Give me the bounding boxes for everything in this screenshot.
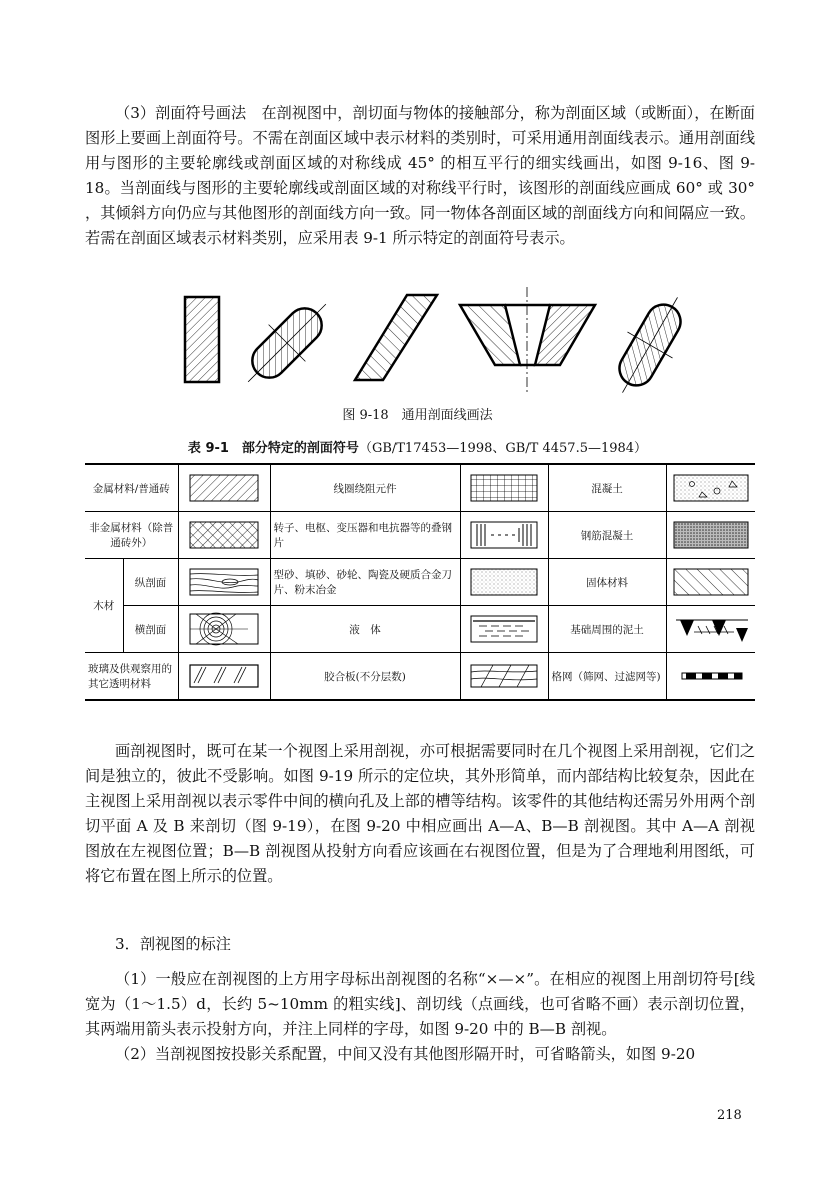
cell-symbol <box>178 464 270 512</box>
concrete-symbol <box>672 473 750 503</box>
cell-material: 线圈绕阻元件 <box>270 464 460 512</box>
table-caption <box>0 437 835 456</box>
nonmetal-crosshatch-symbol <box>188 520 260 550</box>
figure-9-18 <box>175 285 695 395</box>
cell-material: 横剖面 <box>123 606 178 653</box>
fig-rect <box>185 297 219 382</box>
cell-material: 玻璃及供观察用的其它透明材料 <box>85 653 178 701</box>
section-heading: 3．剖视图的标注 <box>115 935 231 953</box>
cell-material: 钢筋混凝土 <box>548 512 666 559</box>
table-caption-label: 表 9-1 部分特定的剖面符号 <box>187 441 359 456</box>
wood-longitudinal-symbol <box>188 567 260 597</box>
table-row <box>85 512 755 559</box>
solid-material-symbol <box>672 567 750 597</box>
figure-caption: 图 9-18 通用剖面线画法 <box>342 408 493 423</box>
cell-symbol <box>666 559 755 606</box>
table-caption-standards: （GB/T17453—1998、GB/T 4457.5—1984） <box>358 441 648 456</box>
cell-symbol <box>460 464 548 512</box>
paragraph-annotation-2: （2）当剖视图按投影关系配置，中间又没有其他图形隔开时，可省略箭头，如图 9-20 <box>115 1045 696 1063</box>
mesh-symbol <box>672 661 750 691</box>
table-row <box>85 464 755 512</box>
cell-symbol <box>460 559 548 606</box>
fig-rounded-slot-2 <box>600 285 695 395</box>
glass-symbol <box>188 661 260 691</box>
plywood-symbol <box>469 661 539 691</box>
cell-symbol <box>178 606 270 653</box>
cell-symbol <box>178 512 270 559</box>
fig-rounded-slot <box>230 286 345 395</box>
cell-symbol <box>178 559 270 606</box>
fig-parallelogram <box>355 295 437 380</box>
table-row <box>85 606 755 653</box>
laminated-steel-symbol <box>469 520 539 550</box>
section-symbol-table <box>85 463 755 701</box>
soil-symbol <box>672 612 750 646</box>
cell-material: 液 体 <box>270 606 460 653</box>
cell-material: 金属材料/普通砖 <box>85 464 178 512</box>
liquid-symbol <box>469 614 539 644</box>
cell-material: 型砂、填砂、砂轮、陶瓷及硬质合金刀片、粉末冶金 <box>270 559 460 606</box>
cell-symbol <box>666 464 755 512</box>
cell-symbol <box>666 512 755 559</box>
metal-hatch-symbol <box>188 473 260 503</box>
cell-material: 转子、电枢、变压器和电抗器等的叠钢片 <box>270 512 460 559</box>
cell-symbol <box>460 512 548 559</box>
cell-material: 胶合板(不分层数) <box>270 653 460 701</box>
paragraph-annotation-1: （1）一般应在剖视图的上方用字母标出剖视图的名称“×—×”。在相应的视图上用剖切符号[线宽为（1～1.5）d，长约 5~10mm 的粗实线]、剖切线（点画线，也可省略不画）表示剖切位置，其两端用箭头表示投射方向，并注上同样的字母，如图 9-20 中的 B—B 剖视。 <box>85 970 755 1038</box>
cell-symbol <box>666 606 755 653</box>
wood-transverse-symbol <box>188 612 260 646</box>
cell-symbol <box>460 653 548 701</box>
cell-material: 纵剖面 <box>123 559 178 606</box>
coil-grid-symbol <box>469 473 539 503</box>
page-number: 218 <box>717 1108 742 1123</box>
cell-material: 基础周围的泥土 <box>548 606 666 653</box>
paragraph-multiple-views: 画剖视图时，既可在某一个视图上采用剖视，亦可根据需要同时在几个视图上采用剖视，它们之间是独立的，彼此不受影响。如图 9-19 所示的定位块，其外形简单，而内部结构比较复杂，因此在主视图上采用剖视以表示零件中间的横向孔及上部的槽等结构。该零件的其他结构还需另外用两个剖切平面 A 及 B 来剖切（图 9-19），在图 9-20 中相应画出 A—A、B—B 剖视图。其中 A—A 剖视图放在左视图位置；B—B 剖视图从投射方向看应该画在右视图位置，但是为了合理地利用图纸，可将它布置在图上所示的位置。 <box>85 742 755 885</box>
cell-material: 非金属材料（除普通砖外） <box>85 512 178 559</box>
table-row <box>85 653 755 701</box>
cell-symbol <box>666 653 755 701</box>
table-row <box>85 559 755 606</box>
cell-material: 格网（筛网、过滤网等) <box>548 653 666 701</box>
cell-wood: 木材 <box>85 559 123 653</box>
cell-material: 混凝土 <box>548 464 666 512</box>
paragraph-section-symbol: （3）剖面符号画法 在剖视图中，剖切面与物体的接触部分，称为剖面区域（或断面），在断面图形上要画上剖面符号。不需在剖面区域中表示材料的类别时，可采用通用剖面线表示。通用剖面线用与图形的主要轮廓线或剖面区域的对称线成 45° 的相互平行的细实线画出，如图 9-16、图 9-18。当剖面线与图形的主要轮廓线或剖面区域的对称线平行时，该图形的剖面线应画成 60° 或 30° ，其倾斜方向仍应与其他图形的剖面线方向一致。同一物体各剖面区域的剖面线方向和间隔应一致。若需在剖面区域表示材料类别，应采用表 9-1 所示特定的剖面符号表示。 <box>85 104 755 247</box>
cell-symbol <box>460 606 548 653</box>
cell-material: 固体材料 <box>548 559 666 606</box>
cell-symbol <box>178 653 270 701</box>
molding-sand-symbol <box>469 567 539 597</box>
reinforced-concrete-symbol <box>672 520 750 550</box>
fig-trapezoid-section <box>460 287 595 393</box>
